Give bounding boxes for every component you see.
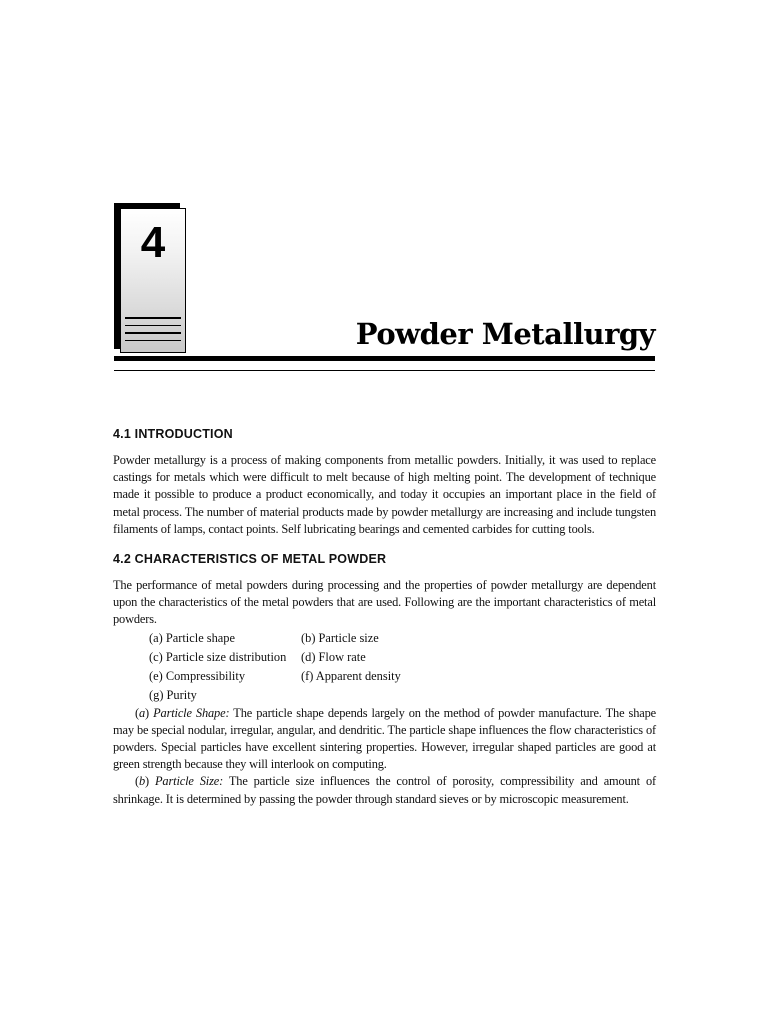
characteristics-list	[149, 629, 656, 705]
list-item: (e) Compressibility	[149, 668, 246, 683]
label-paren: (	[135, 774, 139, 789]
chapter-box-face	[120, 208, 186, 353]
box-line	[125, 340, 181, 342]
label-letter: b	[138, 774, 146, 789]
list-row	[149, 629, 656, 648]
particle-shape-paragraph	[113, 705, 656, 774]
list-item: (a) Particle shape	[149, 630, 236, 645]
chapter-number: 4	[140, 218, 166, 267]
section-heading-intro: 4.1 INTRODUCTION	[113, 427, 233, 441]
label-letter: a	[138, 705, 146, 720]
list-item: (g) Purity	[149, 687, 197, 702]
label-paren: (	[135, 705, 139, 720]
list-row	[149, 648, 656, 667]
intro-paragraph: Powder metallurgy is a process of making components from metallic powders. Initially, it was used to replace castings for metals which were difficult to melt because of high melting point. The development of technique made it possible to produce a product economically, and today it occupies an important place in the field of metal process. The number of material products made by powder metallurgy are increasing and include tungsten filaments of lamps, contact points. Self lubricating bearings and cemented carbides for cutting tools.	[113, 453, 656, 536]
particle-size-text: The particle size influences the control of porosity, compressibility and amount of shrinkage. It is determined by passing the powder through standard sieves or by microscopic measurement.	[113, 774, 656, 806]
title-rule-thick	[114, 356, 655, 361]
box-line	[125, 317, 181, 319]
particle-size-paragraph	[113, 773, 656, 807]
list-item: (c) Particle size distribution	[149, 649, 287, 664]
chapter-title: Powder Metallurgy	[355, 317, 655, 351]
label-paren: )	[145, 774, 156, 789]
chapter-number-box	[114, 203, 186, 353]
particle-shape-title: Particle Shape:	[153, 705, 230, 720]
label-paren: )	[145, 705, 154, 720]
title-rule-thin	[114, 370, 655, 371]
list-item: (b) Particle size	[301, 630, 379, 645]
box-line	[125, 332, 181, 334]
list-item: (d) Flow rate	[301, 649, 366, 664]
page-body	[113, 425, 656, 808]
characteristics-paragraph: The performance of metal powders during processing and the properties of powder metallurgy are dependent upon the characteristics of the metal powders that are used. Following are the important characteristics of metal powders.	[113, 578, 656, 627]
particle-shape-text: The particle shape depends largely on the method of powder manufacture. The shape may be special nodular, irregular, angular, and dendritic. The particle shape influences the flow characteristics of powders. Special particles have excellent sintering properties. However, irregular shaped particles are good at green strength because they will interlook on computing.	[113, 705, 656, 772]
list-row	[149, 667, 656, 686]
chapter-box-lines	[125, 317, 181, 347]
section-heading-characteristics: 4.2 CHARACTERISTICS OF METAL POWDER	[113, 552, 387, 567]
box-line	[125, 325, 181, 327]
list-row	[149, 686, 656, 705]
list-item: (f) Apparent density	[301, 668, 401, 683]
particle-size-title: Particle Size:	[155, 774, 224, 789]
